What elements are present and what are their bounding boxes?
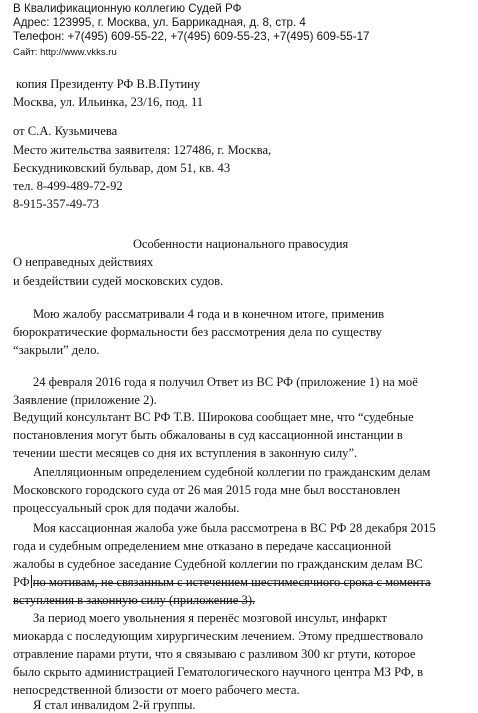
subject-line-1: О неправедных действиях [13,255,154,269]
paragraph-6-line-5: непосредственной близости от моего рабочего места. [13,683,300,697]
paragraph-5-line-2: года и судебным определением мне отказано в передаче кассационной [13,539,392,553]
sender-phone-1: тел. 8-499-489-72-92 [13,179,123,193]
subject-line-2: и бездействии судей московских судов. [13,274,224,288]
paragraph-6-line-4: было скрыто администрацией Гематологического научного центра МЗ РФ, в [13,665,424,679]
paragraph-3-line-3: течении шести месяцев со дня их вступления в законную силу”. [13,446,358,460]
sender-street: Бескудниковский бульвар, дом 51, кв. 43 [13,161,231,175]
paragraph-2-line-2: Заявление (приложение 2). [13,393,157,407]
paragraph-5-line-5 [13,593,255,608]
document-title: Особенности национального правосудия [133,237,349,251]
addressee-website: Сайт: http://www.vkks.ru [13,47,117,58]
paragraph-5-line-1: Моя кассационная жалоба уже была рассмотрена в ВС РФ 28 декабря 2015 [33,521,436,535]
paragraph-2-line-1: 24 февраля 2016 года я получил Ответ из ВС РФ (приложение 1) на моё [33,375,418,389]
paragraph-1-line-1: Мою жалобу рассматривали 4 года и в конечном итоге, применив [33,307,385,321]
paragraph-1-line-2: бюрократические формальности без рассмотрения дела по существу [13,325,382,339]
paragraph-6-line-1: За период моего увольнения я перенёс мозговой инсульт, инфаркт [33,611,387,625]
sender-name: от С.А. Кузьмичева [13,124,118,138]
copy-address: Москва, ул. Ильинка, 23/16, под. 11 [13,95,204,109]
paragraph-5-line-4 [13,575,431,590]
paragraph-3-line-2: постановления могут быть обжалованы в суд кассационной инстанции в [13,428,403,442]
copy-recipient: копия Президенту РФ В.В.Путину [16,77,201,91]
paragraph-3-line-1: Ведущий консультант ВС РФ Т.В. Широкова сообщает мне, что “судебные [13,410,414,424]
struck-text-1: по мотивам, не связанным с истечением шестимесячного срока с момента [32,575,431,589]
paragraph-7: Я стал инвалидом 2-й группы. [33,698,196,712]
paragraph-1-line-3: “закрыли” дело. [13,343,100,357]
paragraph-5-line-4-start: РФ [13,575,30,589]
handwritten-mark [31,575,32,588]
addressee-phones: Телефон: +7(495) 609-55-22, +7(495) 609-55-23, +7(495) 609-55-17 [13,30,370,43]
paragraph-6-line-3: отравление парами ртути, что я связываю с разливом 300 кг ртути, которое [13,647,416,661]
paragraph-5-line-3: жалобы в судебное заседание Судебной коллегии по гражданским делам ВС [13,557,423,571]
paragraph-4-line-1: Апелляционным определением судебной коллегии по гражданским делам [33,465,431,479]
struck-text-2: вступления в законную силу (приложение 3). [13,593,256,607]
paragraph-6-line-2: миокарда с последующим хирургическим лечением. Этому предшествовало [13,629,424,643]
sender-phone-2: 8-915-357-49-73 [13,197,100,211]
sender-residence: Место жительства заявителя: 127486, г. Москва, [13,143,272,157]
paragraph-4-line-2: Московского городского суда от 26 мая 2015 года мне был восстановлен [13,483,401,497]
addressee-address: Адрес: 123995, г. Москва, ул. Баррикадная, д. 8, стр. 4 [13,16,306,29]
paragraph-4-line-3: процессуальный срок для подачи жалобы. [13,501,240,515]
addressee-line: В Квалификационную коллегию Судей РФ [13,2,242,15]
